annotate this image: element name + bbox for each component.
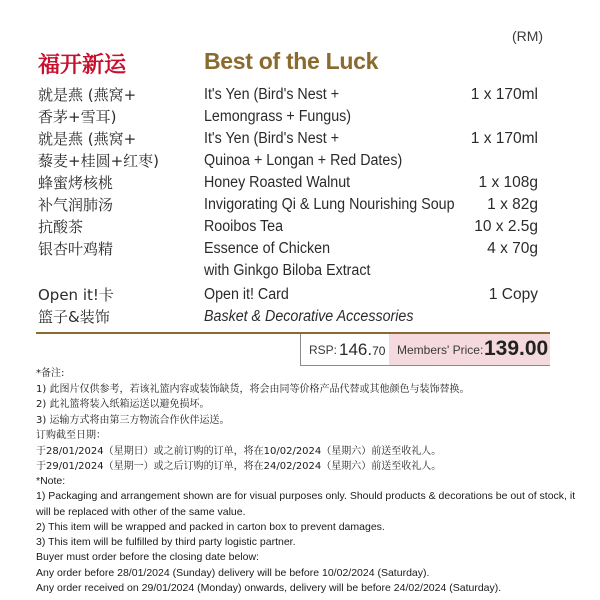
item-name-chinese: 就是燕 (燕窝+	[38, 130, 137, 148]
note-line: 2) 此礼篮将装入纸箱运送以避免损坏。	[36, 399, 210, 410]
note-line: 于29/01/2024（星期一）或之后订购的订单，将在24/02/2024（星期六）前送至收礼人。	[36, 461, 442, 472]
item-name-chinese: 篮子&装饰	[38, 308, 110, 326]
item-name-chinese: 藜麦+桂圆+红枣)	[38, 152, 159, 170]
members-price-box	[389, 334, 550, 365]
members-price-label: Members' Price:	[397, 343, 484, 357]
currency-label: (RM)	[512, 28, 544, 44]
item-row	[0, 284, 600, 306]
notes-chinese	[36, 366, 576, 475]
note-line: Any order received on 29/01/2024 (Monday) onwards, delivery will be before 24/02/2024 (Saturday).	[36, 582, 502, 595]
item-name-chinese: 银杏叶鸡精	[38, 240, 114, 258]
note-line: Buyer must order before the closing date below:	[36, 551, 259, 564]
item-name-english: Essence of Chicken	[204, 240, 331, 257]
item-quantity: 1 x 170ml	[470, 130, 538, 147]
item-name-chinese: 香茅+雪耳)	[38, 108, 117, 126]
item-name-english: with Ginkgo Biloba Extract	[204, 262, 371, 279]
item-name-english: Basket & Decorative Accessories	[204, 308, 414, 325]
item-quantity: 1 Copy	[488, 286, 538, 303]
item-row	[0, 306, 600, 328]
item-row	[0, 194, 600, 216]
rsp-value-cents: 70	[372, 344, 386, 358]
item-name-chinese: 抗酸茶	[38, 218, 84, 236]
note-line: 1) 此图片仅供参考，若该礼篮内容或装饰缺货，将会由同等价格产品代替或其他颜色与装饰替换。	[36, 383, 470, 395]
item-quantity: 1 x 108g	[478, 174, 538, 191]
rsp-value-main: 146.	[339, 340, 373, 359]
item-name-chinese: 就是燕 (燕窝+	[38, 86, 137, 104]
item-name-chinese: Open it!卡	[38, 286, 114, 304]
item-quantity: 10 x 2.5g	[474, 218, 538, 235]
note-line: 3) 运输方式将由第三方物流合作伙伴运送。	[36, 414, 230, 426]
item-quantity: 4 x 70g	[487, 240, 538, 257]
item-row	[0, 172, 600, 194]
note-line: *备注:	[36, 368, 65, 379]
rsp-value	[339, 340, 385, 360]
item-name-chinese: 蜂蜜烤核桃	[38, 174, 114, 192]
item-name-english: Quinoa + Longan + Red Dates)	[204, 152, 403, 169]
title-english: Best of the Luck	[204, 48, 379, 74]
item-name-english: Honey Roasted Walnut	[204, 174, 351, 191]
note-line: Any order before 28/01/2024 (Sunday) delivery will be before 10/02/2024 (Saturday).	[36, 566, 430, 579]
item-row	[0, 238, 600, 260]
note-line: 于28/01/2024（星期日）或之前订购的订单，将在10/02/2024（星期六）前送至收礼人。	[36, 445, 442, 457]
item-name-english: Invigorating Qi & Lung Nourishing Soup	[204, 196, 455, 213]
item-name-chinese: 补气润肺汤	[38, 196, 114, 214]
rsp-label: RSP:	[309, 343, 338, 357]
item-quantity: 1 x 82g	[487, 196, 538, 213]
members-price-value: 139.00	[484, 337, 549, 360]
item-row	[0, 84, 600, 106]
item-row	[0, 260, 600, 282]
item-row	[0, 106, 600, 128]
title-chinese: 福开新运	[38, 53, 127, 78]
note-line: 3) This item will be fulfilled by third party logistic partner.	[36, 536, 296, 549]
price-bar	[300, 334, 550, 366]
rsp-box	[301, 334, 390, 365]
item-row	[0, 150, 600, 172]
notes-english	[36, 474, 576, 596]
item-name-english: Rooibos Tea	[204, 218, 284, 235]
item-name-english: Open it! Card	[204, 286, 289, 303]
item-row	[0, 128, 600, 150]
item-name-english: It's Yen (Bird's Nest +	[204, 130, 340, 147]
note-line: 2) This item will be wrapped and packed in carton box to prevent damages.	[36, 520, 385, 533]
note-line: 1) Packaging and arrangement shown are for visual purposes only. Should products & decorations be out of stock, it will be replaced with other of the same value.	[36, 490, 576, 518]
item-row	[0, 216, 600, 238]
item-name-english: It's Yen (Bird's Nest +	[204, 86, 340, 103]
note-line: 订购截至日期：	[36, 430, 106, 441]
item-quantity: 1 x 170ml	[470, 86, 538, 103]
item-name-english: Lemongrass + Fungus)	[204, 108, 352, 125]
note-line: *Note:	[36, 475, 66, 487]
